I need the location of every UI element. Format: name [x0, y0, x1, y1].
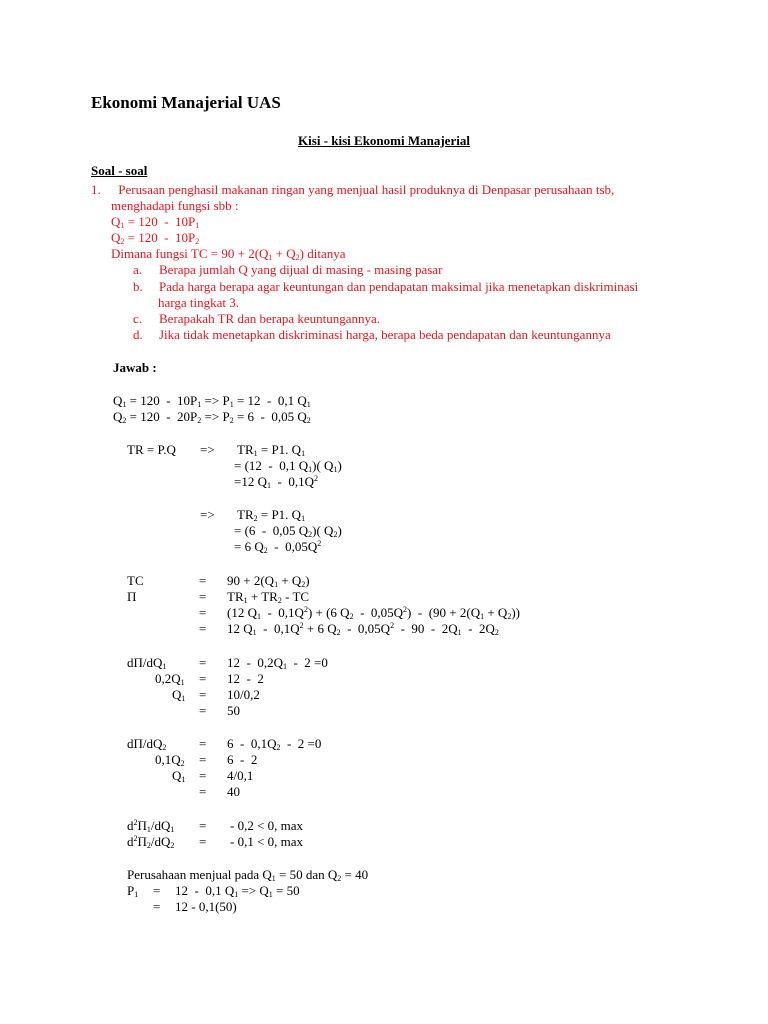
question-eq-2: $Q_2 = 120 - 10P_2$	[111, 230, 200, 246]
answer-heading: Jawab :	[113, 360, 157, 375]
tr1-line-2: = (12 - 0,1 $Q_1$)( $Q_1$)	[234, 458, 342, 474]
deriv2-result: 40	[227, 784, 240, 799]
item-a-text: Berapa jumlah Q yang dijual di masing - masing pasar	[159, 262, 443, 277]
tr1-line-3: =12 $Q_1 - 0,1Q^2$	[234, 474, 318, 490]
tr1-arrow: =>	[200, 442, 215, 457]
tr2-line-1: $TR_2 = P1$. $Q_1$	[237, 507, 306, 523]
deriv2-step-rhs: 6 - 2	[227, 752, 258, 767]
tr2-arrow: =>	[200, 507, 215, 522]
section-heading: Soal - soal	[91, 163, 148, 178]
document-title: Ekonomi Manajerial UAS	[91, 93, 281, 112]
price-calc: 12 - 0,1(50)	[175, 899, 237, 914]
profit-equals-3: =	[199, 621, 207, 636]
item-a-letter: a.	[133, 262, 143, 277]
item-c-letter: c.	[133, 311, 143, 326]
deriv2-equals: =	[199, 736, 207, 751]
second-deriv2-equals: =	[199, 834, 207, 849]
second-deriv1-label: $d^2\Pi_1/dQ_1$	[127, 818, 175, 834]
deriv2-result-equals: =	[199, 784, 207, 799]
item-d-letter: d.	[133, 327, 143, 342]
deriv2-step-label: $0,1Q_2$	[155, 752, 185, 768]
tr2-line-2: = (6 - 0,05 $Q_2$)( $Q_2$)	[234, 523, 342, 539]
deriv1-q-rhs: 10/0,2	[227, 687, 260, 702]
profit-equals: =	[199, 589, 207, 604]
deriv1-q-label: $Q_1$	[172, 687, 186, 703]
document-subtitle: Kisi - kisi Ekonomi Manajerial	[298, 133, 470, 148]
item-b-text: Pada harga berapa agar keuntungan dan pendapatan maksimal jika menetapkan diskriminasi	[159, 279, 639, 294]
tc-equals: =	[199, 573, 207, 588]
second-deriv2-label: $d^2\Pi_2/dQ_2$	[127, 834, 175, 850]
tr-label: TR = P.Q	[127, 442, 176, 457]
tc-rhs: $90 + 2(Q_1 + Q_2)$	[227, 573, 310, 589]
price-equals-2: =	[153, 899, 161, 914]
price-label: $P_1$	[127, 883, 139, 899]
profit-rhs: $TR_1 + TR_2$ - TC	[227, 589, 310, 605]
profit-simplified: 12 $Q_1 - 0,1Q^2 + 6$ $Q_2 - 0,05Q^2 - 90 - 2Q_1 - 2Q_2$	[227, 621, 499, 637]
deriv2-q-label: $Q_1$	[172, 768, 186, 784]
deriv2-q-equals: =	[199, 768, 207, 783]
tr2-line-3: = 6 $Q_2 - 0,05Q^2$	[234, 539, 322, 555]
price-rhs: 12 - 0,1 $Q_1 => Q_1 = 50$	[175, 883, 300, 899]
profit-equals-2: =	[199, 605, 207, 620]
deriv1-step-equals: =	[199, 671, 207, 686]
sell-statement: Perusahaan menjual pada $Q_1 = 50$ dan $Q_2 = 40$	[127, 867, 369, 883]
item-b-text-2: harga tingkat 3.	[158, 295, 239, 310]
deriv1-result: 50	[227, 703, 240, 718]
deriv1-result-equals: =	[199, 703, 207, 718]
item-b-letter: b.	[133, 279, 143, 294]
deriv2-q-rhs: 4/0,1	[227, 768, 254, 783]
deriv1-q-equals: =	[199, 687, 207, 702]
item-d-text: Jika tidak menetapkan diskriminasi harga, berapa beda pendapatan dan keuntungannya	[159, 327, 611, 342]
second-deriv2-rhs: - 0,1 < 0, max	[230, 834, 304, 849]
deriv2-label: $d\Pi/dQ_2$	[127, 736, 167, 752]
profit-expand: (12 $Q_1 - 0,1Q^2) + (6$ $Q_2 - 0,05Q^2) - (90 + 2(Q_1 + Q_2))$	[227, 605, 520, 621]
tc-label: TC	[127, 573, 144, 588]
deriv1-step-label: $0,2Q_1$	[155, 671, 185, 687]
question-eq-1: $Q_1 = 120 - 10P_1$	[111, 214, 200, 230]
profit-label: Π	[127, 589, 137, 604]
deriv2-step-equals: =	[199, 752, 207, 767]
deriv2-rhs: $6 - 0,1Q_2 - 2 =0$	[227, 736, 322, 752]
question-line-2: menghadapi fungsi sbb :	[111, 198, 239, 213]
deriv1-step-rhs: 12 - 2	[227, 671, 264, 686]
deriv1-label: $d\Pi/dQ_1$	[127, 655, 167, 671]
price-equals: =	[153, 883, 161, 898]
second-deriv1-rhs: - 0,2 < 0, max	[230, 818, 304, 833]
question-number: 1.	[91, 182, 101, 197]
demand-eq-2: $Q_2 = 120 - 20P_2 => P_2 = 6 - 0,05$ $Q_2$	[113, 409, 311, 425]
question-line-1: Perusaan penghasil makanan ringan yang menjual hasil produknya di Denpasar perusahaan tsb,	[115, 182, 615, 197]
deriv1-equals: =	[199, 655, 207, 670]
deriv1-rhs: $12 - 0,2Q_1 - 2 =0$	[227, 655, 328, 671]
second-deriv1-equals: =	[199, 818, 207, 833]
demand-eq-1: $Q_1 = 120 - 10P_1 => P_1 = 12 - 0,1$ $Q_1$	[113, 393, 311, 409]
question-tc: Dimana fungsi TC = $90 + 2(Q_1 + Q_2)$ ditanya	[111, 246, 346, 262]
item-c-text: Berapakah TR dan berapa keuntungannya.	[159, 311, 381, 326]
tr1-line-1: $TR_1 = P1$. $Q_1$	[237, 442, 306, 458]
